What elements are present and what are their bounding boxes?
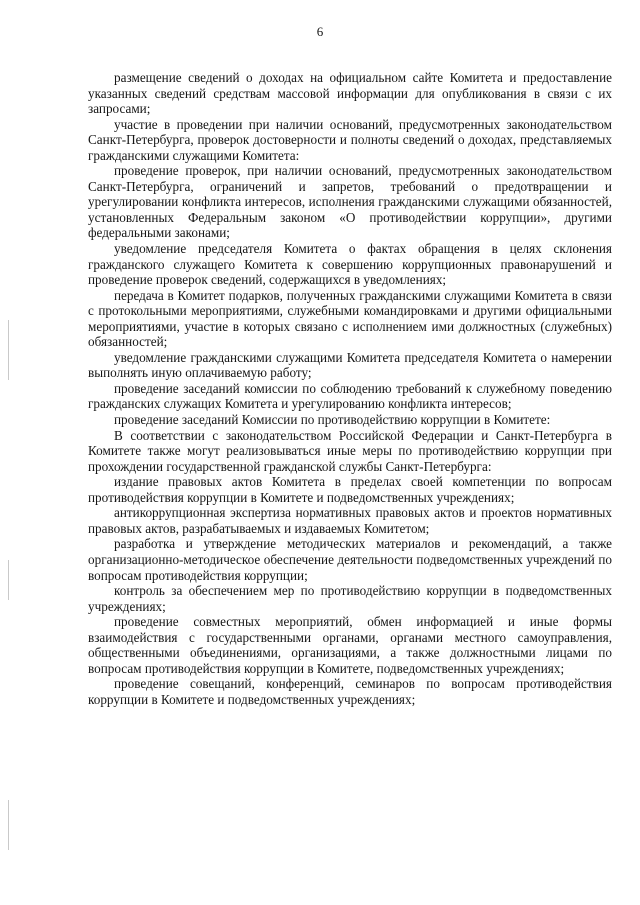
paragraph: контроль за обеспечением мер по противодействию коррупции в подведомственных учреждениях; (88, 583, 612, 614)
paragraph: проведение совещаний, конференций, семинаров по вопросам противодействия коррупции в Комитете и подведомственных учреждениях; (88, 676, 612, 707)
paragraph: проведение заседаний комиссии по соблюдению требований к служебному поведению гражданских служащих Комитета и урегулированию конфликта интересов; (88, 380, 612, 412)
scan-margin-mark (8, 320, 9, 380)
paragraph: издание правовых актов Комитета в пределах своей компетенции по вопросам противодействия коррупции в Комитете и подведомственных учреждениях; (88, 474, 612, 505)
paragraph: проведение заседаний Комиссии по противодействию коррупции в Комитете: (114, 412, 551, 428)
paragraph: разработка и утверждение методических материалов и рекомендаций, а также организационно-методическое обеспечение деятельности подведомственных учреждений по вопросам противодействия коррупции; (88, 536, 612, 583)
paragraph: участие в проведении при наличии оснований, предусмотренных законодательством Санкт-Петербурга, проверок достоверности и полноты сведений о доходах, представляемых гражданскими служащими Комитета: (88, 116, 612, 163)
paragraph: проведение совместных мероприятий, обмен информацией и иные формы взаимодействия с государственными органами, органами местного самоуправления, общественными объединениями, организациями, а также должностными лицами по вопросам противодействия коррупции в Комитете, подведомственных учреждениях; (88, 614, 612, 676)
document-body (88, 70, 612, 707)
paragraph: антикоррупционная экспертиза нормативных правовых актов и проектов нормативных правовых актов, разрабатываемых и издаваемых Комитетом; (88, 505, 612, 536)
paragraph: передача в Комитет подарков, полученных гражданскими служащими Комитета в связи с протокольными мероприятиями, служебными командировками и другими официальными мероприятиями, участие в которых связано с исполнением ими должностных (служебных) обязанностей; (88, 287, 612, 350)
paragraph: уведомление гражданскими служащими Комитета председателя Комитета о намерении выполнять иную оплачиваемую работу; (88, 349, 612, 381)
page-number: 6 (316, 24, 324, 39)
scan-margin-mark (8, 800, 9, 850)
scan-margin-mark (8, 560, 9, 600)
paragraph: проведение проверок, при наличии оснований, предусмотренных законодательством Санкт-Петербурга, ограничений и запретов, требований о предотвращении и урегулировании конфликта интересов, исполнения гражданскими служащими обязанностей, установленных Федеральным законом «О противодействии коррупции», другими федеральными законами; (88, 163, 612, 241)
paragraph: В соответствии с законодательством Российской Федерации и Санкт-Петербурга в Комитете также могут реализовываться иные меры по противодействию коррупции при прохождении государственной гражданской службы Санкт-Петербурга: (88, 427, 612, 474)
paragraph: размещение сведений о доходах на официальном сайте Комитета и предоставление указанных сведений средствам массовой информации для опубликования в связи с их запросами; (88, 70, 612, 117)
paragraph: уведомление председателя Комитета о фактах обращения в целях склонения гражданского служащего Комитета к совершению коррупционных правонарушений и проведение проверок сведений, содержащихся в уведомлениях; (88, 241, 612, 288)
